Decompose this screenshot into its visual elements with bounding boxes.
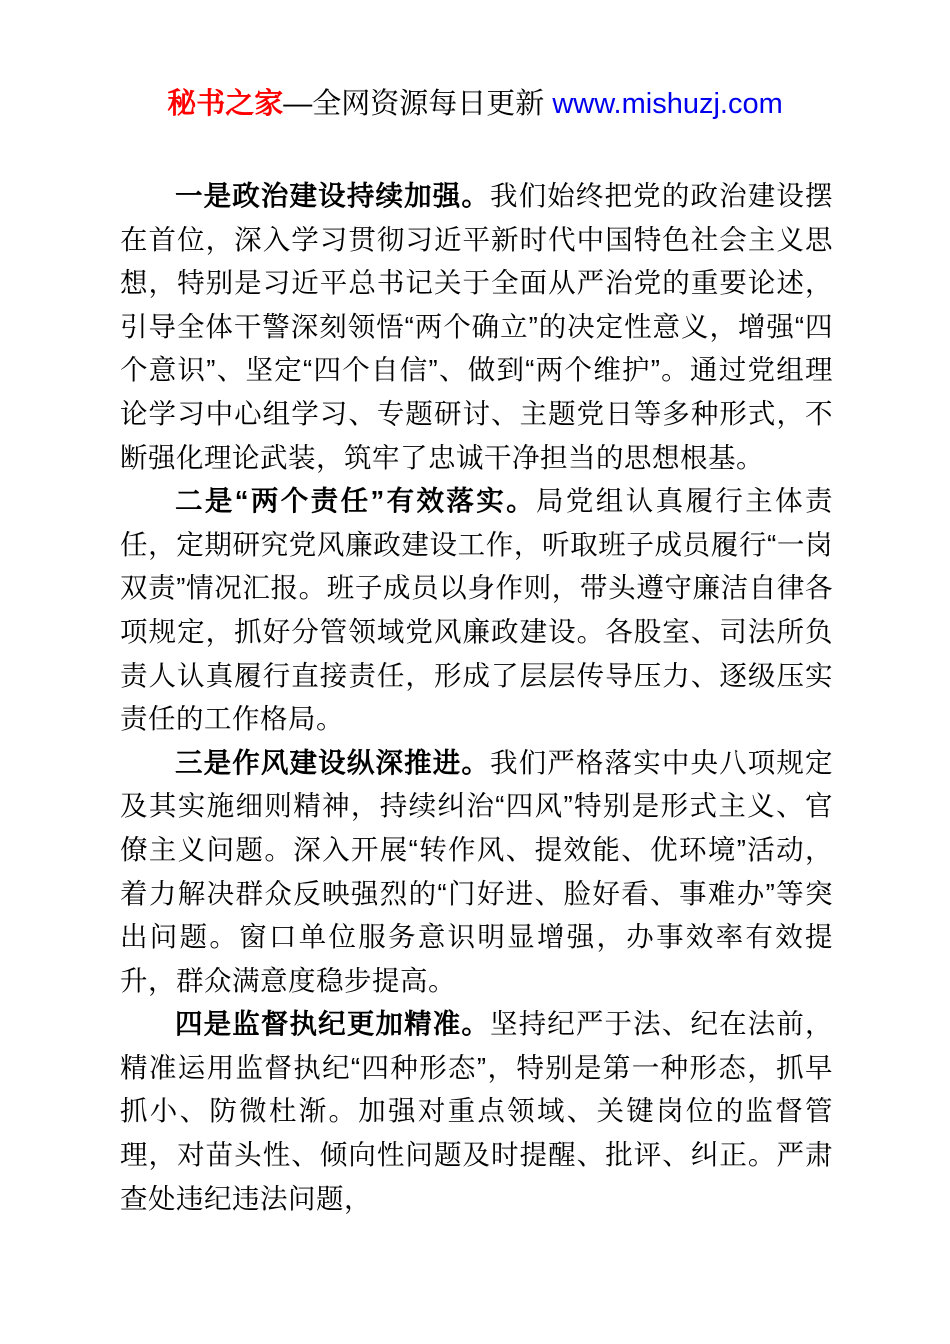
paragraph-lead: 四是监督执纪更加精准。 [175,1008,490,1040]
paragraph-lead: 二是“两个责任”有效落实。 [175,485,537,517]
site-url-link[interactable]: www.mishuzj.com [552,88,783,120]
site-tagline: 全网资源每日更新 [312,88,553,120]
site-header [0,0,950,126]
paragraph-text: 坚持纪严于法、纪在法前，精准运用监督执纪“四种形态”，特别是第一种形态，抓早抓小、防微杜渐。加强对重点领域、关键岗位的监督管理，对苗头性、倾向性问题及时提醒、批评、纠正。严肃查处违纪违法问题， [120,1008,833,1214]
paragraph-lead: 一是政治建设持续加强。 [175,180,490,211]
paragraph [120,174,833,479]
document-body [120,126,833,1220]
paragraph [120,741,833,1003]
paragraph-lead: 三是作风建设纵深推进。 [175,746,490,778]
paragraph-text: 我们始终把党的政治建设摆在首位，深入学习贯彻习近平新时代中国特色社会主义思想，特别是习近平总书记关于全面从严治党的重要论述，引导全体干警深刻领悟“两个确立”的决定性意义，增强“四个意识”、坚定“四个自信”、做到“两个维护”。通过党组理论学习中心组学习、专题研讨、主题党日等多种形式，不断强化理论武装，筑牢了忠诚干净担当的思想根基。 [120,180,833,473]
site-name: 秘书之家 [167,88,284,120]
paragraph-text: 局党组认真履行主体责任，定期研究党风廉政建设工作，听取班子成员履行“一岗双责”情况汇报。班子成员以身作则，带头遵守廉洁自律各项规定，抓好分管领域党风廉政建设。各股室、司法所负责人认真履行直接责任，形成了层层传导压力、逐级压实责任的工作格局。 [120,485,834,735]
paragraph [120,1002,833,1220]
paragraph [120,479,833,741]
header-dash: — [283,88,313,120]
paragraph-text: 我们严格落实中央八项规定及其实施细则精神，持续纠治“四风”特别是形式主义、官僚主义问题。深入开展“转作风、提效能、优环境”活动，着力解决群众反映强烈的“门好进、脸好看、事难办”等突出问题。窗口单位服务意识明显增强，办事效率有效提升，群众满意度稳步提高。 [120,746,833,996]
